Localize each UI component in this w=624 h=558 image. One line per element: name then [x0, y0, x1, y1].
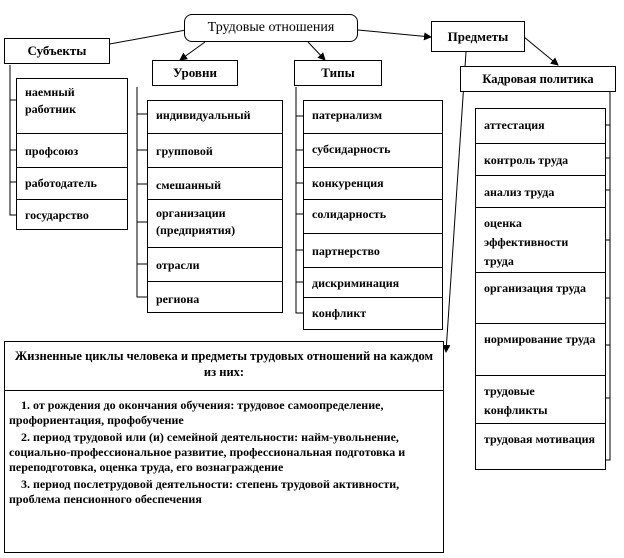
list-item: оценка эффективности труда [484, 216, 569, 268]
hr-policy-bracket [606, 90, 610, 460]
types-bracket [296, 87, 303, 313]
list-item: наемный работник [25, 85, 76, 116]
list-item: партнерство [312, 244, 380, 258]
subjects-of-header [431, 21, 525, 52]
arrow-to-types [308, 42, 325, 60]
subjects-list [16, 78, 128, 230]
types-title: Типы [321, 65, 355, 80]
list-item: трудовая мотивация [484, 432, 596, 446]
list-item: контроль труда [484, 153, 569, 167]
list-item: индивидуальный [156, 108, 251, 122]
list-item: отрасли [156, 258, 200, 272]
list-item: организация труда [484, 281, 586, 295]
list-item: солидарность [312, 207, 387, 221]
arrow-to-hr-policy [524, 37, 558, 65]
list-item: патернализм [312, 108, 382, 122]
arrow-to-life-cycles [446, 52, 466, 352]
list-item: профсоюз [25, 144, 79, 158]
levels-header [152, 60, 238, 86]
list-item: аттестация [484, 118, 545, 132]
list-item: работодатель [25, 176, 97, 190]
levels-bracket [137, 87, 147, 297]
hr-policy-header [460, 66, 616, 92]
subjects-title: Субъекты [27, 43, 87, 58]
list-item: дискриминация [312, 276, 400, 290]
list-item: субсидарность [312, 142, 391, 156]
subjects-of-title: Предметы [447, 28, 509, 44]
life-cycles-title: Жизненные циклы человека и предметы трудовых отношений на каждом из них: [14, 349, 434, 379]
life-cycle-paragraph: 1. от рождения до окончания обучения: трудовое самоопределение, профориентация, профобучение [9, 398, 384, 427]
subjects-header [4, 38, 110, 64]
root-node [184, 14, 358, 42]
list-item: групповой [156, 144, 213, 158]
life-cycle-paragraph: 3. период послетрудовой деятельности: степень трудовой активности, проблема пенсионного обеспечения [9, 477, 400, 506]
levels-list [147, 100, 283, 313]
arrow-to-subjects-of [358, 30, 431, 37]
list-item: конкуренция [312, 176, 384, 190]
root-title: Трудовые отношения [207, 20, 335, 35]
list-item: организации (предприятия) [156, 206, 236, 237]
list-item: конфликт [312, 306, 367, 320]
list-item: государство [25, 208, 89, 222]
types-list [303, 100, 443, 330]
arrow-to-levels [180, 42, 205, 60]
hr-policy-list [475, 108, 606, 470]
list-item: трудовые конфликты [484, 384, 548, 417]
list-item: нормирование труда [484, 332, 596, 346]
life-cycle-paragraph: 2. период трудовой или (и) семейной деятельности: найм-увольнение, социально-профессиональное развитие, профессиональная подготовка и переподготовка, оценка труда, его вознаграждение [9, 430, 406, 474]
list-item: анализ труда [484, 185, 555, 199]
levels-title: Уровни [173, 65, 217, 80]
types-header [294, 60, 382, 86]
list-item: смешанный [156, 178, 222, 192]
list-item: региона [156, 292, 200, 306]
hr-policy-title: Кадровая политика [482, 71, 594, 86]
life-cycles-box [4, 341, 444, 553]
